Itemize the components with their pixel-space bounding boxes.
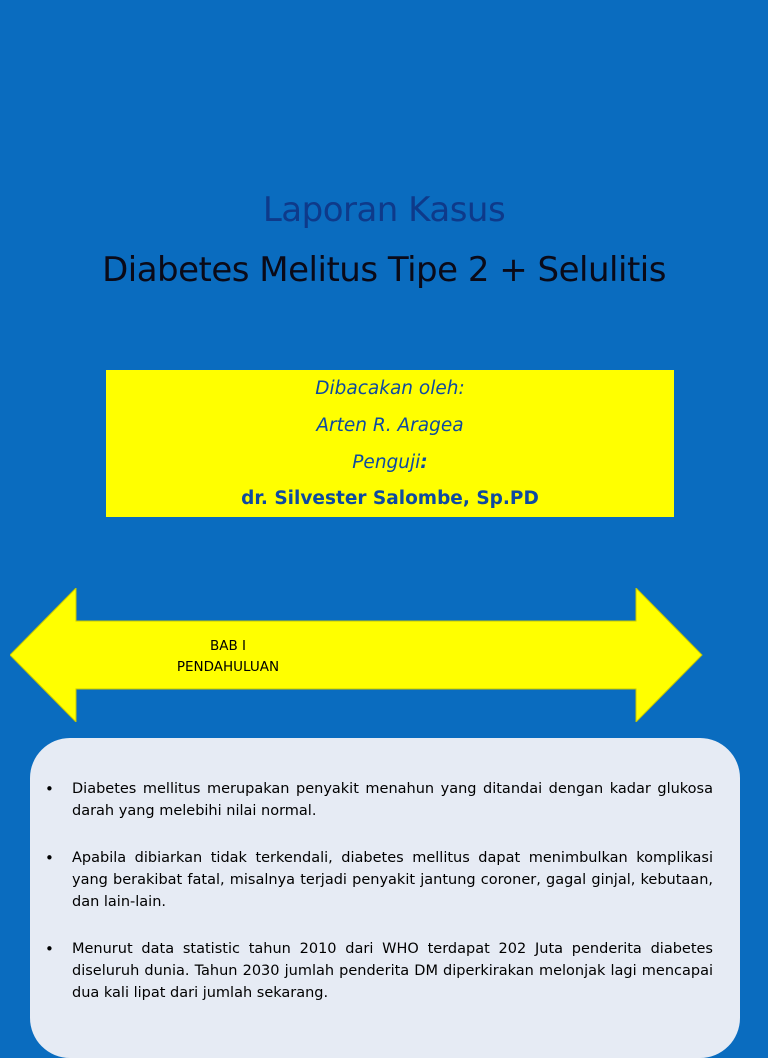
examiner-label-colon: : (420, 452, 428, 473)
chapter-number: BAB I (209, 638, 247, 654)
presenter-name: Arten R. Aragea (316, 415, 464, 436)
chapter-title: PENDAHULUAN (176, 659, 280, 675)
bullet-item: • Diabetes mellitus merupakan penyakit menahun yang ditandai dengan kadar glukosa darah yang melebihi nilai normal. (72, 778, 713, 822)
examiner-label (106, 452, 674, 473)
examiner-label-text: Penguji (352, 452, 421, 473)
slide-title: Laporan Kasus (262, 190, 506, 230)
bullet-item: • Menurut data statistic tahun 2010 dari WHO terdapat 202 Juta penderita diabetes diseluruh dunia. Tahun 2030 jumlah penderita DM diperkirakan melonjak lagi mencapai dua kali lipat dari jumlah sekarang. (72, 938, 713, 1004)
slide-subtitle: Diabetes Melitus Tipe 2 + Selulitis (102, 250, 666, 290)
double-arrow-shape (10, 588, 704, 722)
presenter-label: Dibacakan oleh: (315, 378, 465, 399)
chapter-label (120, 636, 336, 678)
presenter-box (106, 370, 674, 517)
bullet-item: • Apabila dibiarkan tidak terkendali, diabetes mellitus dapat menimbulkan komplikasi yang berakibat fatal, misalnya terjadi penyakit jantung coroner, gagal ginjal, kebutaan, dan lain-lain. (72, 847, 713, 913)
examiner-name: dr. Silvester Salombe, Sp.PD (241, 488, 539, 509)
